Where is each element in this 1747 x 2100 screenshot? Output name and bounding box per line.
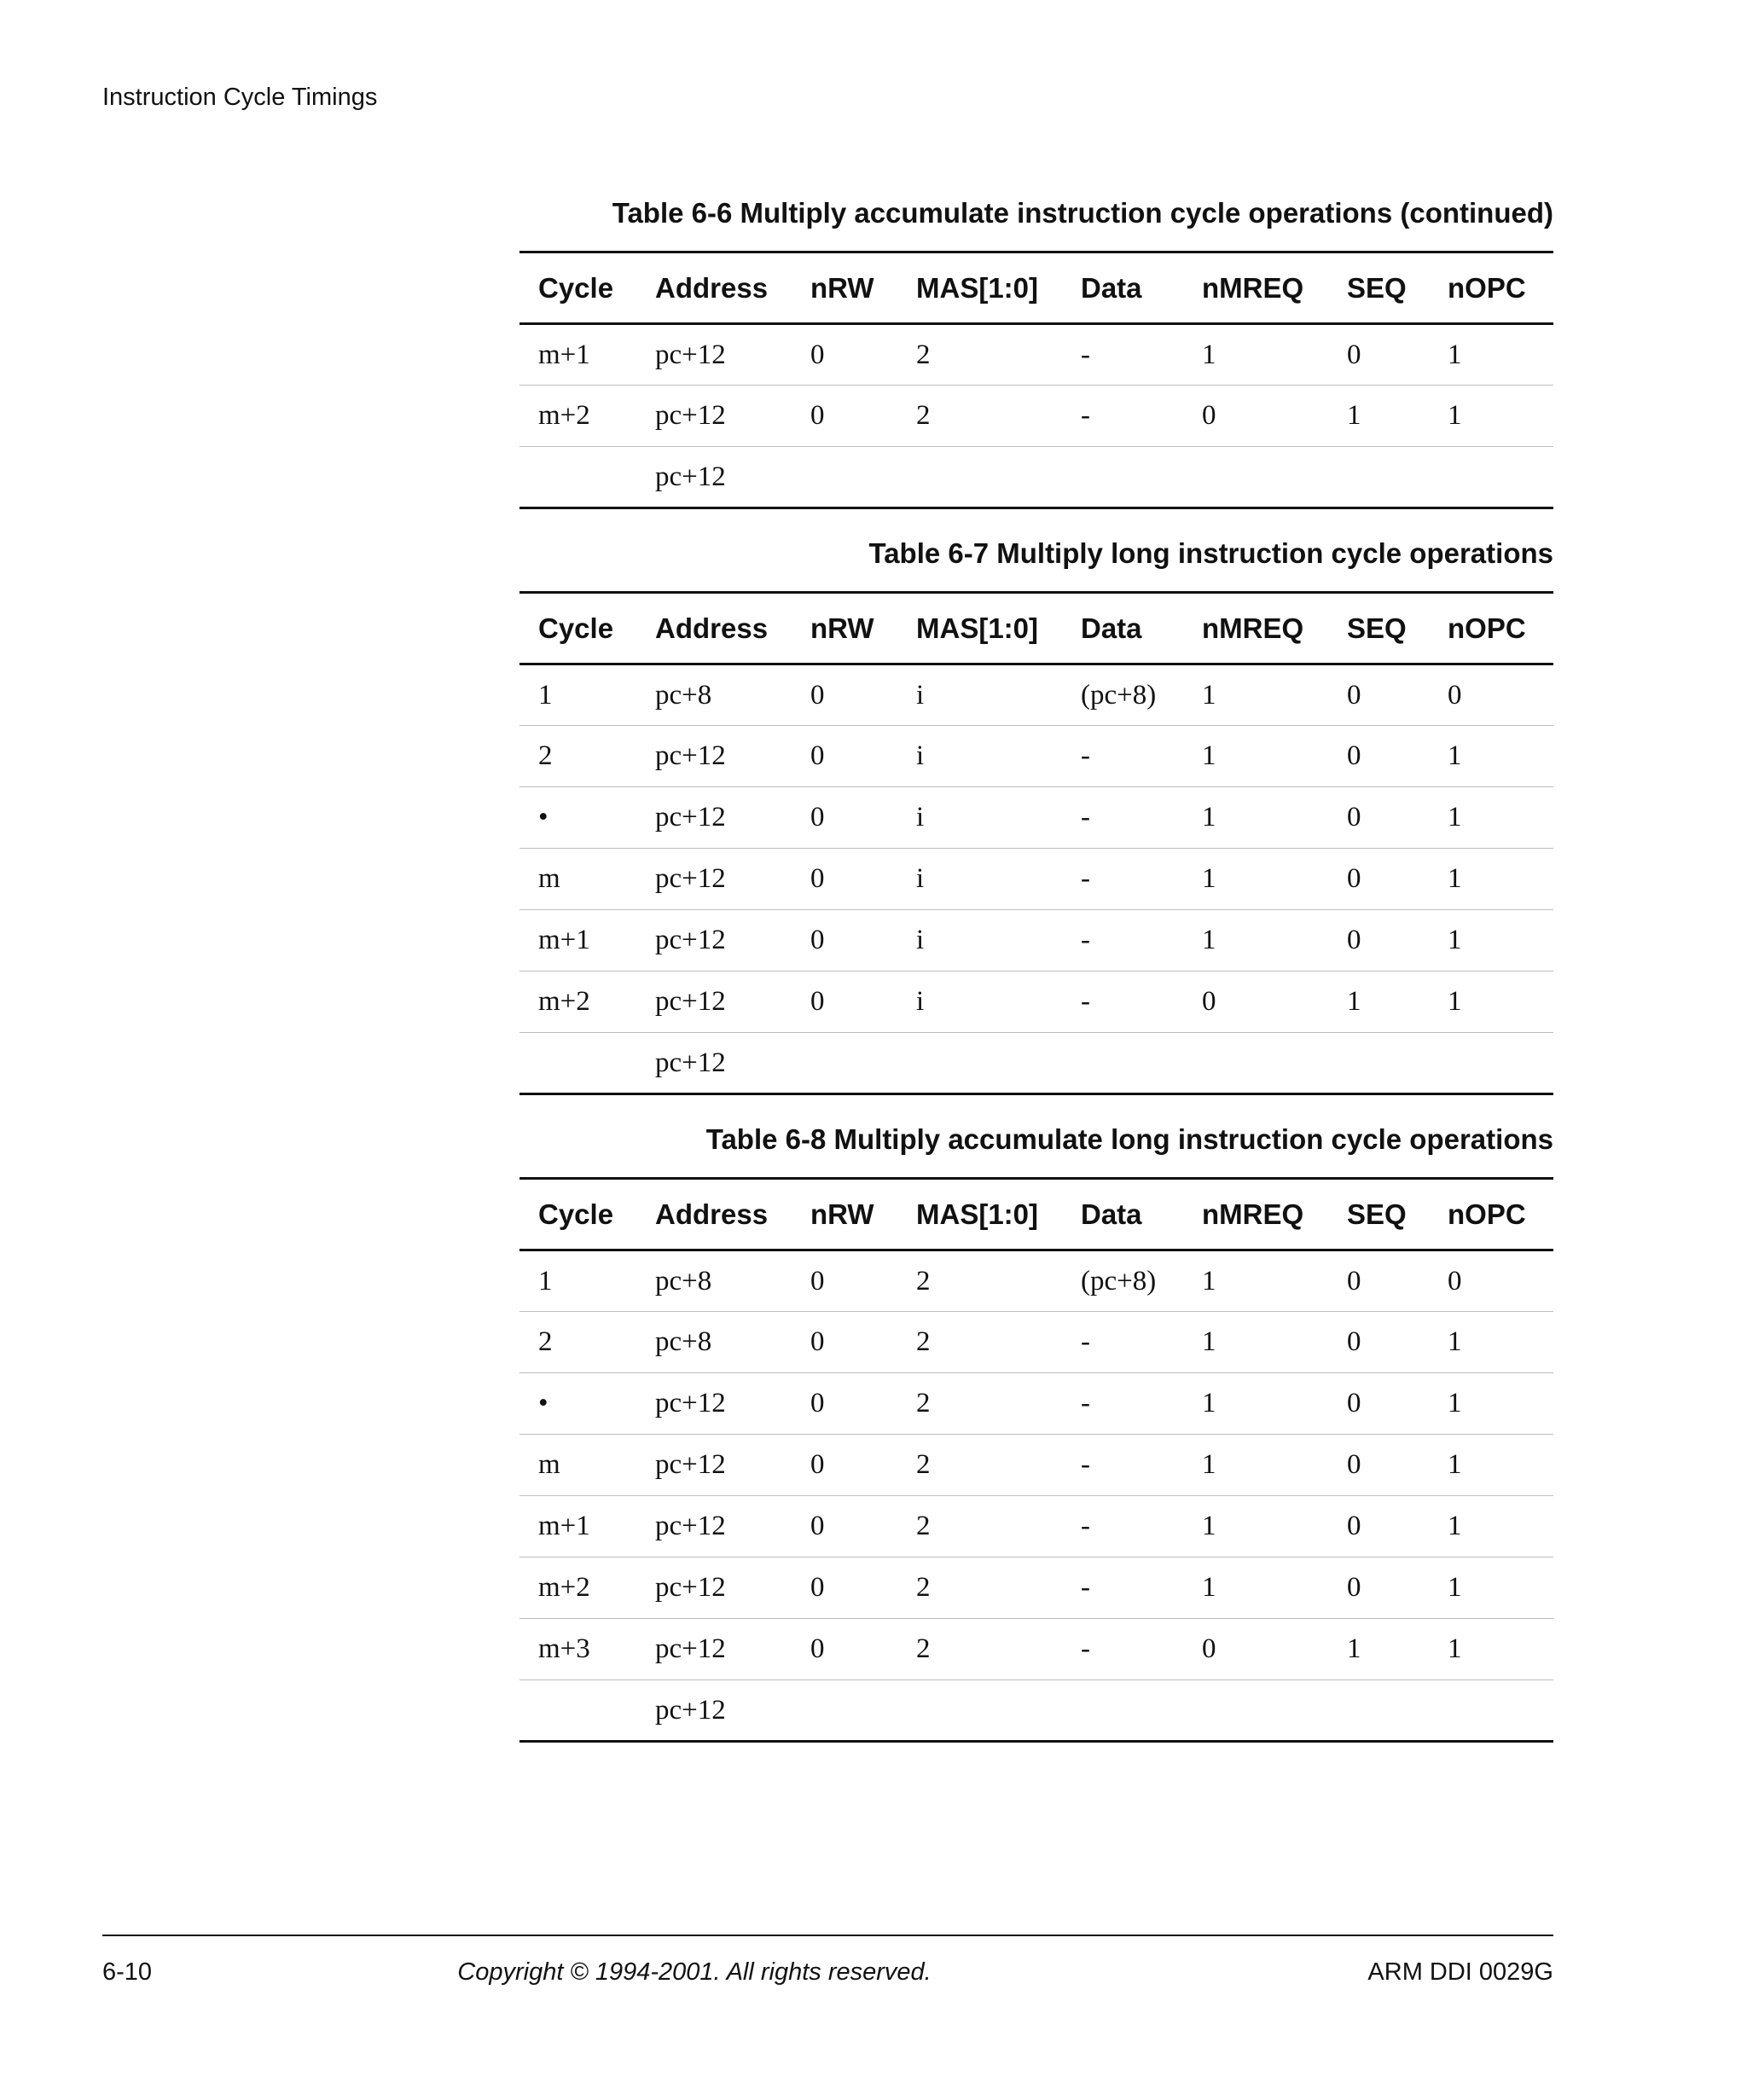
table-cell: m+1: [519, 910, 636, 972]
table-cell: m+2: [519, 386, 636, 447]
table-cell: pc+12: [636, 324, 792, 386]
table-cell: •: [519, 787, 636, 849]
table-cell: 0: [1328, 1312, 1429, 1373]
table-row: [519, 1312, 1553, 1373]
table-cell: pc+12: [636, 972, 792, 1033]
table-cell: pc+12: [636, 910, 792, 972]
table-cell: 1: [1183, 910, 1328, 972]
table-cell: [897, 447, 1062, 508]
table-row: [519, 1558, 1553, 1619]
table-row: [519, 726, 1553, 787]
table-cell: [1328, 1680, 1429, 1742]
table-cell: pc+12: [636, 386, 792, 447]
table-cell: 2: [897, 1373, 1062, 1435]
table-cell: 0: [1328, 787, 1429, 849]
table-cell: m+2: [519, 1558, 636, 1619]
table-cell: [519, 447, 636, 508]
table-cell: 0: [1328, 664, 1429, 726]
column-header: nRW: [792, 252, 897, 324]
table-cell: 2: [897, 1496, 1062, 1558]
column-header: Cycle: [519, 1179, 636, 1250]
table-cell: [1183, 1033, 1328, 1094]
table-cell: [1328, 447, 1429, 508]
table-block: [519, 530, 1553, 1095]
table-row: [519, 386, 1553, 447]
table-cell: 0: [792, 1250, 897, 1312]
column-header: nRW: [792, 593, 897, 664]
table-row: [519, 1373, 1553, 1435]
table-cell: 2: [897, 386, 1062, 447]
table-cell: 1: [1429, 324, 1553, 386]
table-cell: 1: [1429, 1373, 1553, 1435]
table-cell: 0: [1328, 910, 1429, 972]
table-cell: 1: [1183, 1435, 1328, 1496]
column-header: Data: [1062, 1179, 1183, 1250]
table-cell: 1: [519, 664, 636, 726]
table-cell: 1: [1429, 972, 1553, 1033]
running-header: Instruction Cycle Timings: [102, 84, 378, 111]
table-cell: 0: [1328, 726, 1429, 787]
table-cell: 0: [1183, 386, 1328, 447]
table-header-row: [519, 593, 1553, 664]
table-cell: [897, 1680, 1062, 1742]
table-cell: 0: [1328, 1558, 1429, 1619]
table-cell: pc+12: [636, 787, 792, 849]
table-cell: [897, 1033, 1062, 1094]
table-row: [519, 1680, 1553, 1742]
table-cell: 2: [897, 1312, 1062, 1373]
table-cell: [519, 1033, 636, 1094]
table-cell: 0: [1328, 849, 1429, 910]
table-cell: 1: [1183, 849, 1328, 910]
copyright-notice: Copyright © 1994-2001. All rights reserved.: [457, 1958, 932, 1986]
column-header: Address: [636, 593, 792, 664]
table-cell: pc+12: [636, 1619, 792, 1680]
column-header: Cycle: [519, 252, 636, 324]
table-cell: 0: [792, 1312, 897, 1373]
table-cell: -: [1062, 910, 1183, 972]
table-cell: -: [1062, 972, 1183, 1033]
table-cell: [1062, 447, 1183, 508]
column-header: Cycle: [519, 593, 636, 664]
table-cell: -: [1062, 386, 1183, 447]
table-cell: i: [897, 849, 1062, 910]
table-cell: 1: [1183, 1558, 1328, 1619]
column-header: MAS[1:0]: [897, 593, 1062, 664]
column-header: nOPC: [1429, 593, 1553, 664]
table-cell: 1: [1429, 787, 1553, 849]
column-header: Address: [636, 1179, 792, 1250]
cycle-table: [519, 251, 1553, 509]
table-block: [519, 189, 1553, 509]
table-header-row: [519, 1179, 1553, 1250]
table-cell: [1429, 1033, 1553, 1094]
table-cell: 1: [1183, 1312, 1328, 1373]
table-cell: pc+12: [636, 1558, 792, 1619]
table-title: Table 6-6 Multiply accumulate instruction cycle operations (continued): [612, 197, 1553, 229]
table-cell: i: [897, 910, 1062, 972]
table-row: [519, 1250, 1553, 1312]
table-row: [519, 972, 1553, 1033]
table-cell: 2: [519, 726, 636, 787]
table-cell: 1: [1429, 726, 1553, 787]
table-cell: 1: [1429, 1619, 1553, 1680]
table-cell: (pc+8): [1062, 1250, 1183, 1312]
table-cell: [1183, 447, 1328, 508]
column-header: Data: [1062, 593, 1183, 664]
table-cell: 0: [792, 386, 897, 447]
table-cell: 1: [1183, 324, 1328, 386]
table-cell: [1183, 1680, 1328, 1742]
table-row: [519, 1619, 1553, 1680]
column-header: nRW: [792, 1179, 897, 1250]
table-cell: 1: [1183, 787, 1328, 849]
table-cell: -: [1062, 1373, 1183, 1435]
table-cell: pc+12: [636, 1033, 792, 1094]
table-cell: 1: [1183, 664, 1328, 726]
table-cell: 1: [1183, 726, 1328, 787]
table-cell: i: [897, 972, 1062, 1033]
table-cell: [792, 1680, 897, 1742]
table-cell: 0: [1328, 1373, 1429, 1435]
table-cell: m: [519, 849, 636, 910]
column-header: nOPC: [1429, 1179, 1553, 1250]
table-cell: 1: [1328, 386, 1429, 447]
table-cell: 0: [792, 787, 897, 849]
column-header: nMREQ: [1183, 593, 1328, 664]
table-cell: pc+12: [636, 1435, 792, 1496]
table-cell: 0: [1429, 664, 1553, 726]
column-header: MAS[1:0]: [897, 1179, 1062, 1250]
table-cell: 0: [792, 1619, 897, 1680]
table-cell: 2: [897, 1619, 1062, 1680]
table-cell: 1: [1429, 1558, 1553, 1619]
table-cell: 1: [1183, 1250, 1328, 1312]
table-cell: 0: [1328, 1250, 1429, 1312]
table-row: [519, 1435, 1553, 1496]
table-cell: 0: [792, 849, 897, 910]
table-cell: 2: [519, 1312, 636, 1373]
cycle-table: [519, 1177, 1553, 1743]
table-cell: m+3: [519, 1619, 636, 1680]
table-cell: 0: [1183, 1619, 1328, 1680]
table-cell: 0: [792, 664, 897, 726]
table-cell: -: [1062, 1496, 1183, 1558]
table-row: [519, 1033, 1553, 1094]
table-cell: [519, 1680, 636, 1742]
table-cell: [1062, 1033, 1183, 1094]
table-cell: [792, 1033, 897, 1094]
table-cell: 1: [1429, 849, 1553, 910]
table-cell: 0: [792, 726, 897, 787]
table-row: [519, 1496, 1553, 1558]
table-cell: -: [1062, 726, 1183, 787]
table-cell: m+1: [519, 324, 636, 386]
table-cell: [1429, 447, 1553, 508]
table-cell: 1: [519, 1250, 636, 1312]
table-cell: -: [1062, 324, 1183, 386]
column-header: nMREQ: [1183, 252, 1328, 324]
column-header: nOPC: [1429, 252, 1553, 324]
table-cell: pc+12: [636, 849, 792, 910]
table-cell: 0: [792, 972, 897, 1033]
table-cell: 0: [1429, 1250, 1553, 1312]
table-cell: 1: [1429, 910, 1553, 972]
table-row: [519, 447, 1553, 508]
footer-rule: [102, 1935, 1553, 1936]
table-block: [519, 1116, 1553, 1743]
table-cell: [1062, 1680, 1183, 1742]
table-row: [519, 849, 1553, 910]
table-header-row: [519, 252, 1553, 324]
table-cell: pc+12: [636, 447, 792, 508]
table-cell: [1328, 1033, 1429, 1094]
column-header: SEQ: [1328, 593, 1429, 664]
table-cell: 0: [792, 1558, 897, 1619]
table-cell: 0: [1328, 1435, 1429, 1496]
table-cell: m+2: [519, 972, 636, 1033]
table-cell: 1: [1429, 386, 1553, 447]
table-cell: 1: [1328, 972, 1429, 1033]
table-row: [519, 664, 1553, 726]
table-cell: [792, 447, 897, 508]
table-cell: i: [897, 664, 1062, 726]
table-cell: pc+12: [636, 1373, 792, 1435]
table-cell: -: [1062, 1312, 1183, 1373]
table-title: Table 6-8 Multiply accumulate long instruction cycle operations: [705, 1123, 1553, 1155]
table-cell: pc+8: [636, 1312, 792, 1373]
column-header: SEQ: [1328, 1179, 1429, 1250]
table-row: [519, 787, 1553, 849]
table-cell: pc+12: [636, 1680, 792, 1742]
table-cell: 1: [1429, 1435, 1553, 1496]
column-header: Data: [1062, 252, 1183, 324]
table-cell: 1: [1328, 1619, 1429, 1680]
table-cell: 1: [1429, 1312, 1553, 1373]
table-cell: pc+12: [636, 726, 792, 787]
table-cell: m+1: [519, 1496, 636, 1558]
column-header: Address: [636, 252, 792, 324]
table-cell: 0: [1183, 972, 1328, 1033]
table-cell: 1: [1183, 1496, 1328, 1558]
table-cell: 0: [1328, 1496, 1429, 1558]
table-cell: m: [519, 1435, 636, 1496]
table-cell: pc+12: [636, 1496, 792, 1558]
table-cell: i: [897, 787, 1062, 849]
table-cell: 1: [1429, 1496, 1553, 1558]
table-cell: [1429, 1680, 1553, 1742]
page-number: 6-10: [102, 1958, 153, 1986]
table-cell: 0: [792, 1496, 897, 1558]
table-cell: 2: [897, 1435, 1062, 1496]
table-cell: -: [1062, 787, 1183, 849]
column-header: nMREQ: [1183, 1179, 1328, 1250]
table-cell: 0: [792, 910, 897, 972]
tables-container: [519, 189, 1553, 1743]
table-cell: i: [897, 726, 1062, 787]
table-cell: pc+8: [636, 664, 792, 726]
document-id: ARM DDI 0029G: [1367, 1958, 1553, 1986]
table-cell: -: [1062, 849, 1183, 910]
table-cell: 0: [792, 1373, 897, 1435]
table-cell: 0: [1328, 324, 1429, 386]
table-row: [519, 324, 1553, 386]
table-cell: pc+8: [636, 1250, 792, 1312]
table-cell: 2: [897, 324, 1062, 386]
table-cell: 2: [897, 1250, 1062, 1312]
table-cell: (pc+8): [1062, 664, 1183, 726]
table-cell: -: [1062, 1558, 1183, 1619]
table-cell: 0: [792, 324, 897, 386]
table-cell: 1: [1183, 1373, 1328, 1435]
column-header: MAS[1:0]: [897, 252, 1062, 324]
table-cell: -: [1062, 1435, 1183, 1496]
table-cell: -: [1062, 1619, 1183, 1680]
table-cell: 0: [792, 1435, 897, 1496]
table-title: Table 6-7 Multiply long instruction cycle operations: [868, 537, 1553, 569]
table-row: [519, 910, 1553, 972]
cycle-table: [519, 591, 1553, 1095]
table-cell: •: [519, 1373, 636, 1435]
column-header: SEQ: [1328, 252, 1429, 324]
table-cell: 2: [897, 1558, 1062, 1619]
